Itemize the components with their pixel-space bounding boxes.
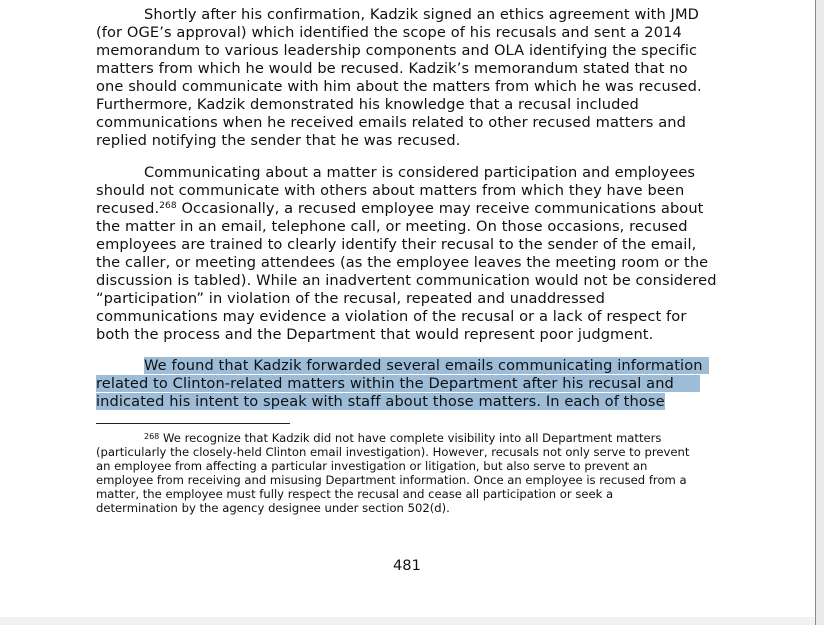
footnote-line: employee from receiving and misusing Department information. Once an employee is recused from a: [96, 473, 687, 487]
footnote-line: an employee from affecting a particular investigation or litigation, but also serve to prevent an: [96, 459, 648, 473]
paragraph-1-line: Furthermore, Kadzik demonstrated his knowledge that a recusal included: [96, 96, 639, 113]
paragraph-2-line: discussion is tabled). While an inadvertent communication would not be considered: [96, 272, 717, 289]
paragraph-2-line: [96, 200, 704, 218]
text-selection[interactable]: indicated his intent to speak with staff about those matters. In each of those: [96, 393, 665, 410]
footnote-line: matter, the employee must fully respect the recusal and cease all participation or seek a: [96, 487, 614, 501]
text-selection-tail: [703, 357, 709, 374]
page-number: 481: [393, 557, 421, 574]
footnote-line: [144, 431, 661, 445]
paragraph-1-line: matters from which he would be recused. Kadzik’s memorandum stated that no: [96, 60, 688, 77]
paragraph-1-line: Shortly after his confirmation, Kadzik signed an ethics agreement with JMD: [144, 6, 699, 23]
text-selection[interactable]: We found that Kadzik forwarded several emails communicating information: [144, 357, 703, 374]
paragraph-1-line: (for OGE’s approval) which identified the scope of his recusals and sent a 2014: [96, 24, 682, 41]
selected-text-line[interactable]: [96, 375, 700, 393]
selected-text-line[interactable]: [96, 393, 665, 411]
page-bottom-edge: [0, 617, 815, 625]
footnote-reference[interactable]: 268: [159, 201, 177, 211]
paragraph-2-line: Communicating about a matter is considered participation and employees: [144, 164, 696, 181]
selected-text-line[interactable]: [144, 357, 709, 375]
paragraph-1-line: memorandum to various leadership components and OLA identifying the specific: [96, 42, 698, 59]
footnote-text: We recognize that Kadzik did not have complete visibility into all Department matters: [159, 431, 662, 445]
paragraph-2-text: Occasionally, a recused employee may receive communications about: [176, 200, 704, 217]
paragraph-1-line: communications when he received emails related to other recused matters and: [96, 114, 687, 131]
paragraph-2-text: recused.: [96, 200, 160, 217]
paragraph-1-line: one should communicate with him about the matters from which he was recused.: [96, 78, 702, 95]
footnote-separator: [96, 423, 290, 424]
paragraph-2-line: the matter in an email, telephone call, or meeting. On those occasions, recused: [96, 218, 688, 235]
paragraph-2-line: should not communicate with others about matters from which they have been: [96, 182, 685, 199]
text-selection[interactable]: related to Clinton-related matters within the Department after his recusal and: [96, 375, 674, 392]
paragraph-2-line: “participation” in violation of the recusal, repeated and unaddressed: [96, 290, 605, 307]
viewer-scroll-edge[interactable]: [815, 0, 824, 625]
text-selection-tail: [674, 375, 700, 392]
paragraph-2-line: the caller, or meeting attendees (as the employee leaves the meeting room or the: [96, 254, 709, 271]
footnote-line: determination by the agency designee under section 502(d).: [96, 501, 450, 515]
footnote-number: 268: [144, 432, 160, 441]
paragraph-1-line: replied notifying the sender that he was recused.: [96, 132, 461, 149]
footnote-line: (particularly the closely-held Clinton email investigation). However, recusals not only serve to prevent: [96, 445, 690, 459]
paragraph-2-line: employees are trained to clearly identify their recusal to the sender of the email,: [96, 236, 697, 253]
paragraph-2-line: both the process and the Department that would represent poor judgment.: [96, 326, 654, 343]
paragraph-2-line: communications may evidence a violation of the recusal or a lack of respect for: [96, 308, 687, 325]
